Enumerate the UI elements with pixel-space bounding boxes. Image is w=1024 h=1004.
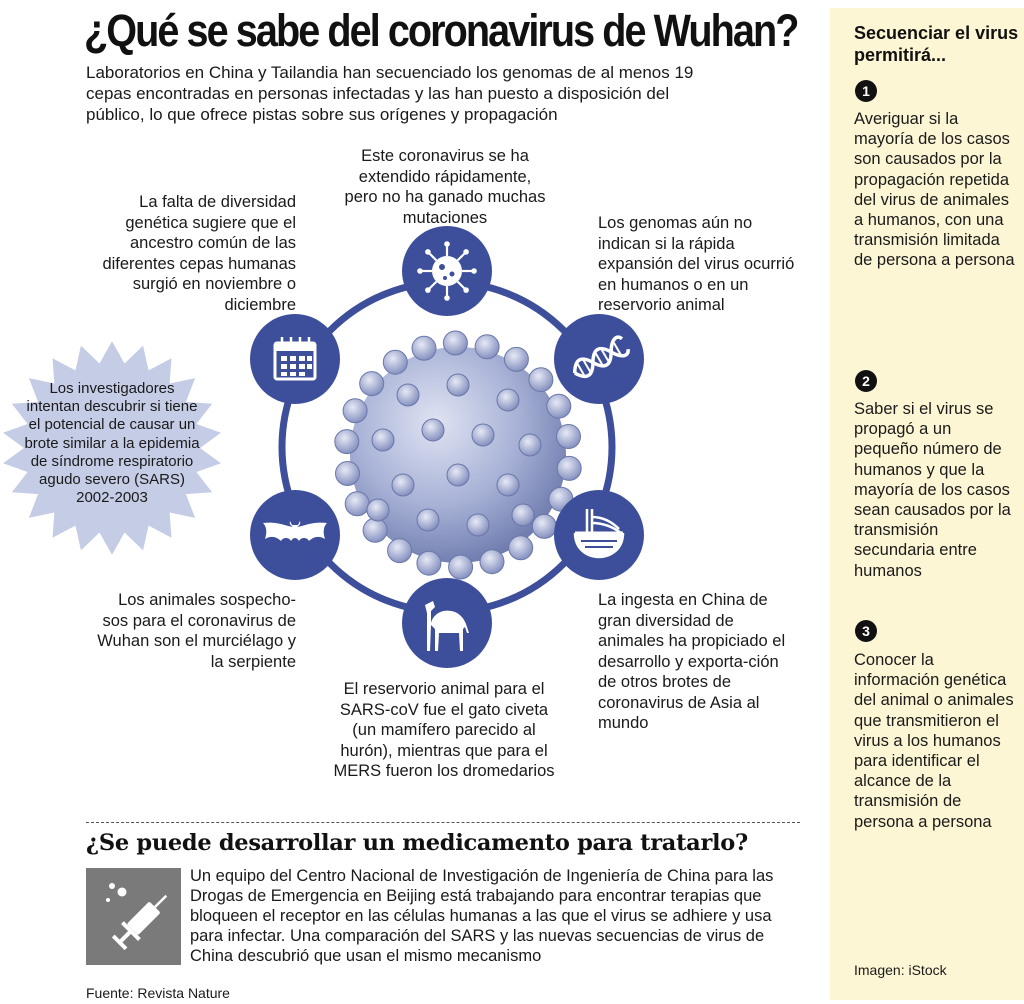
dna-icon <box>554 314 644 404</box>
sidebar-item-1: Averiguar si la mayoría de los casos son causados por la propagación repetida del virus de animales a humanos, con una transmisión limitada de persona a persona <box>854 110 1015 270</box>
note-top: Este coronavirus se ha extendido rápidamente, pero no ha ganado muchas mutaciones <box>344 147 546 227</box>
syringe-icon <box>86 868 181 965</box>
note-bottom: El reservorio animal para el SARS-coV fue el gato civeta (un mamífero parecido al hurón), mientras que para el MERS fueron los dromedarios <box>333 680 555 780</box>
virus-icon <box>402 226 492 316</box>
medicine-text: Un equipo del Centro Nacional de Investigación de Ingeniería de China para las Drogas de Emergencia en Beijing está trabajando para encontrar terapias que bloqueen el receptor en las células humanas a las que el virus se adhiere y usa para infectar. Una comparación del SARS y las nuevas secuencias de virus de China descubrió que usan el mismo mecanismo <box>190 867 774 965</box>
sidebar-item-3: Conocer la información genética del animal o animales que transmitieron el virus a los humanos para identificar el alcance de la transmisión de persona a persona <box>854 651 1014 831</box>
calendar-icon <box>250 314 340 404</box>
noodle-bowl-icon <box>554 490 644 580</box>
intro-text: Laboratorios en China y Tailandia han secuenciado los genomas de al menos 19 cepas encontradas en personas infectadas y las han puesto a disposición del público, lo que ofrece pistas sobre sus orígenes y propagación <box>86 63 694 124</box>
number-badge-3: 3 <box>855 620 877 642</box>
medicine-title: ¿Se puede desarrollar un medicamento para tratarlo? <box>86 830 748 856</box>
note-lower-left: Los animales sospecho-sos para el coronavirus de Wuhan son el murciélago y la serpiente <box>97 591 296 671</box>
starburst-text: Los investigadores intentan descubrir si tiene el potencial de causar un brote similar a la epidemia de síndrome respiratorio agudo severo (SARS) 2002-2003 <box>24 380 200 507</box>
section-divider <box>86 822 800 823</box>
note-lower-right: La ingesta en China de gran diversidad de animales ha propiciado el desarrollo y exporta-ción de otros brotes de coronavirus de Asia al mundo <box>598 591 786 732</box>
note-upper-left: La falta de diversidad genética sugiere que el ancestro común de las diferentes cepas humanas surgió en noviembre o diciembre <box>102 193 296 314</box>
number-badge-2: 2 <box>855 370 877 392</box>
sidebar-title: Secuenciar el virus permitirá... <box>854 23 1019 65</box>
page-title: ¿Qué se sabe del coronavirus de Wuhan? <box>84 5 798 56</box>
source-credit: Fuente: Revista Nature <box>86 985 230 1001</box>
virus-illustration <box>335 331 581 579</box>
sidebar-item-2: Saber si el virus se propagó a un pequeño número de humanos y que la mayoría de los casos sean causados por la transmisión secundaria entre humanos <box>854 400 1011 580</box>
note-upper-right: Los genomas aún no indican si la rápida expansión del virus ocurrió en humanos o en un reservorio animal <box>598 214 795 314</box>
camel-icon <box>402 578 492 668</box>
number-badge-1: 1 <box>855 80 877 102</box>
image-credit: Imagen: iStock <box>854 962 947 978</box>
bat-icon <box>250 490 340 580</box>
